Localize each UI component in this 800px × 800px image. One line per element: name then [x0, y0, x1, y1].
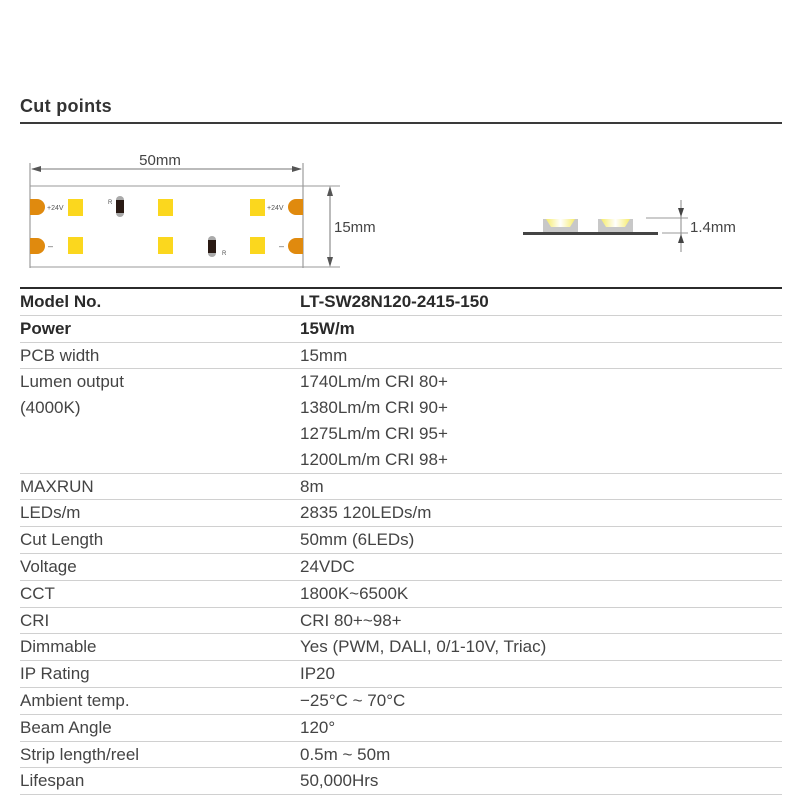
- spec-value-text: 1800K~6500K: [300, 583, 409, 603]
- spec-label-text: CRI: [20, 610, 50, 630]
- spec-label: [20, 474, 300, 500]
- spec-value-text: 0.5m ~ 50m: [300, 744, 391, 764]
- spec-row: [20, 527, 782, 554]
- spec-value: [300, 742, 782, 768]
- spec-row: [20, 608, 782, 635]
- spec-value: [300, 316, 782, 342]
- led-chip-icon: [68, 237, 83, 254]
- spec-value: [300, 688, 782, 714]
- spec-value: [300, 527, 782, 553]
- spec-row: [20, 688, 782, 715]
- spec-label: [20, 316, 300, 342]
- pad-plus-label: +24V: [47, 205, 64, 212]
- spec-value-text: 50,000Hrs: [300, 771, 379, 791]
- resistor-icon: [208, 236, 227, 257]
- svg-text:R: R: [108, 200, 113, 206]
- led-chip-icon: [158, 237, 173, 254]
- spec-value-text: 1740Lm/m CRI 80+: [300, 372, 448, 392]
- spec-value: [300, 768, 782, 794]
- spec-value: [300, 554, 782, 580]
- spec-value-text: 120°: [300, 717, 336, 737]
- spec-row: [20, 289, 782, 316]
- spec-label-text: CCT: [20, 583, 55, 603]
- spec-label-text: Ambient temp.: [20, 690, 130, 710]
- solder-pad-icon: [30, 238, 45, 254]
- spec-value-text: 1200Lm/m CRI 98+: [300, 449, 448, 469]
- spec-label-text: PCB width: [20, 345, 100, 365]
- spec-value: [300, 343, 782, 369]
- spec-value-text: 2835 120LEDs/m: [300, 503, 432, 523]
- spec-label: [20, 608, 300, 634]
- pad-minus-label: –: [279, 241, 285, 251]
- spec-value-text: LT-SW28N120-2415-150: [300, 292, 489, 311]
- spec-row: [20, 474, 782, 501]
- spec-label-text: Dimmable: [20, 637, 97, 657]
- spec-value-text: 15mm: [300, 345, 348, 365]
- spec-value: [300, 500, 782, 526]
- spec-label-text: Strip length/reel: [20, 744, 140, 764]
- svg-text:R: R: [222, 251, 227, 257]
- spec-row: [20, 768, 782, 795]
- spec-label: [20, 369, 300, 472]
- spec-row: [20, 634, 782, 661]
- spec-value-text: CRI 80+~98+: [300, 610, 402, 630]
- spec-label: [20, 500, 300, 526]
- spec-label-subtext: (4000K): [20, 398, 81, 418]
- spec-label-text: Cut Length: [20, 530, 104, 550]
- spec-row: [20, 554, 782, 581]
- spec-label-text: LEDs/m: [20, 503, 81, 523]
- spec-label-text: Lifespan: [20, 771, 85, 791]
- spec-row: [20, 343, 782, 370]
- spec-value: [300, 608, 782, 634]
- spec-label: [20, 661, 300, 687]
- spec-value: [300, 661, 782, 687]
- spec-label-text: Beam Angle: [20, 717, 112, 737]
- spec-value: [300, 474, 782, 500]
- led-chip-icon: [158, 199, 173, 216]
- solder-pad-icon: [288, 199, 303, 215]
- resistor-icon: [108, 196, 124, 217]
- solder-pad-icon: [288, 238, 303, 254]
- spec-value-text: 1380Lm/m CRI 90+: [300, 398, 448, 418]
- thickness-dimension-label: 1.4mm: [690, 219, 736, 236]
- spec-row: [20, 369, 782, 473]
- spec-value-text: Yes (PWM, DALI, 0/1-10V, Triac): [300, 637, 547, 657]
- spec-value: [300, 634, 782, 660]
- spec-label: [20, 688, 300, 714]
- spec-label-text: Power: [20, 318, 72, 338]
- width-dimension-label: 50mm: [139, 152, 181, 169]
- spec-table: [20, 287, 782, 795]
- spec-row: [20, 581, 782, 608]
- height-dimension-label: 15mm: [334, 219, 376, 236]
- spec-label-text: MAXRUN: [20, 476, 94, 496]
- led-chip-icon: [250, 199, 265, 216]
- spec-value: [300, 715, 782, 741]
- spec-value-text: 24VDC: [300, 556, 355, 576]
- spec-label: [20, 715, 300, 741]
- spec-label-text: Voltage: [20, 556, 77, 576]
- cut-points-diagram: [0, 140, 800, 280]
- spec-label: [20, 742, 300, 768]
- spec-label: [20, 289, 300, 315]
- spec-label: [20, 581, 300, 607]
- spec-value: [300, 369, 782, 472]
- top-view-strip: [30, 152, 376, 268]
- spec-label-text: Lumen output: [20, 372, 124, 392]
- spec-value-text: 8m: [300, 476, 324, 496]
- spec-value-text: 50mm (6LEDs): [300, 530, 415, 550]
- solder-pad-icon: [30, 199, 45, 215]
- title-divider: [20, 122, 782, 124]
- spec-row: [20, 715, 782, 742]
- section-title: Cut points: [20, 96, 112, 116]
- spec-label: [20, 768, 300, 794]
- spec-label: [20, 554, 300, 580]
- spec-value: [300, 289, 782, 315]
- led-chip-icon: [250, 237, 265, 254]
- spec-row: [20, 316, 782, 343]
- spec-value-text: 1275Lm/m CRI 95+: [300, 423, 448, 443]
- led-chip-icon: [68, 199, 83, 216]
- spec-row: [20, 661, 782, 688]
- spec-row: [20, 500, 782, 527]
- pad-minus-label: –: [48, 241, 54, 251]
- spec-label: [20, 343, 300, 369]
- spec-row: [20, 742, 782, 769]
- spec-value-text: IP20: [300, 664, 335, 684]
- spec-label-text: IP Rating: [20, 664, 90, 684]
- spec-label: [20, 634, 300, 660]
- spec-value: [300, 581, 782, 607]
- spec-label-text: Model No.: [20, 292, 102, 311]
- pad-plus-label: +24V: [267, 205, 284, 212]
- spec-value-text: −25°C ~ 70°C: [300, 690, 406, 710]
- side-view-strip: [523, 200, 736, 252]
- spec-value-text: 15W/m: [300, 318, 355, 338]
- spec-label: [20, 527, 300, 553]
